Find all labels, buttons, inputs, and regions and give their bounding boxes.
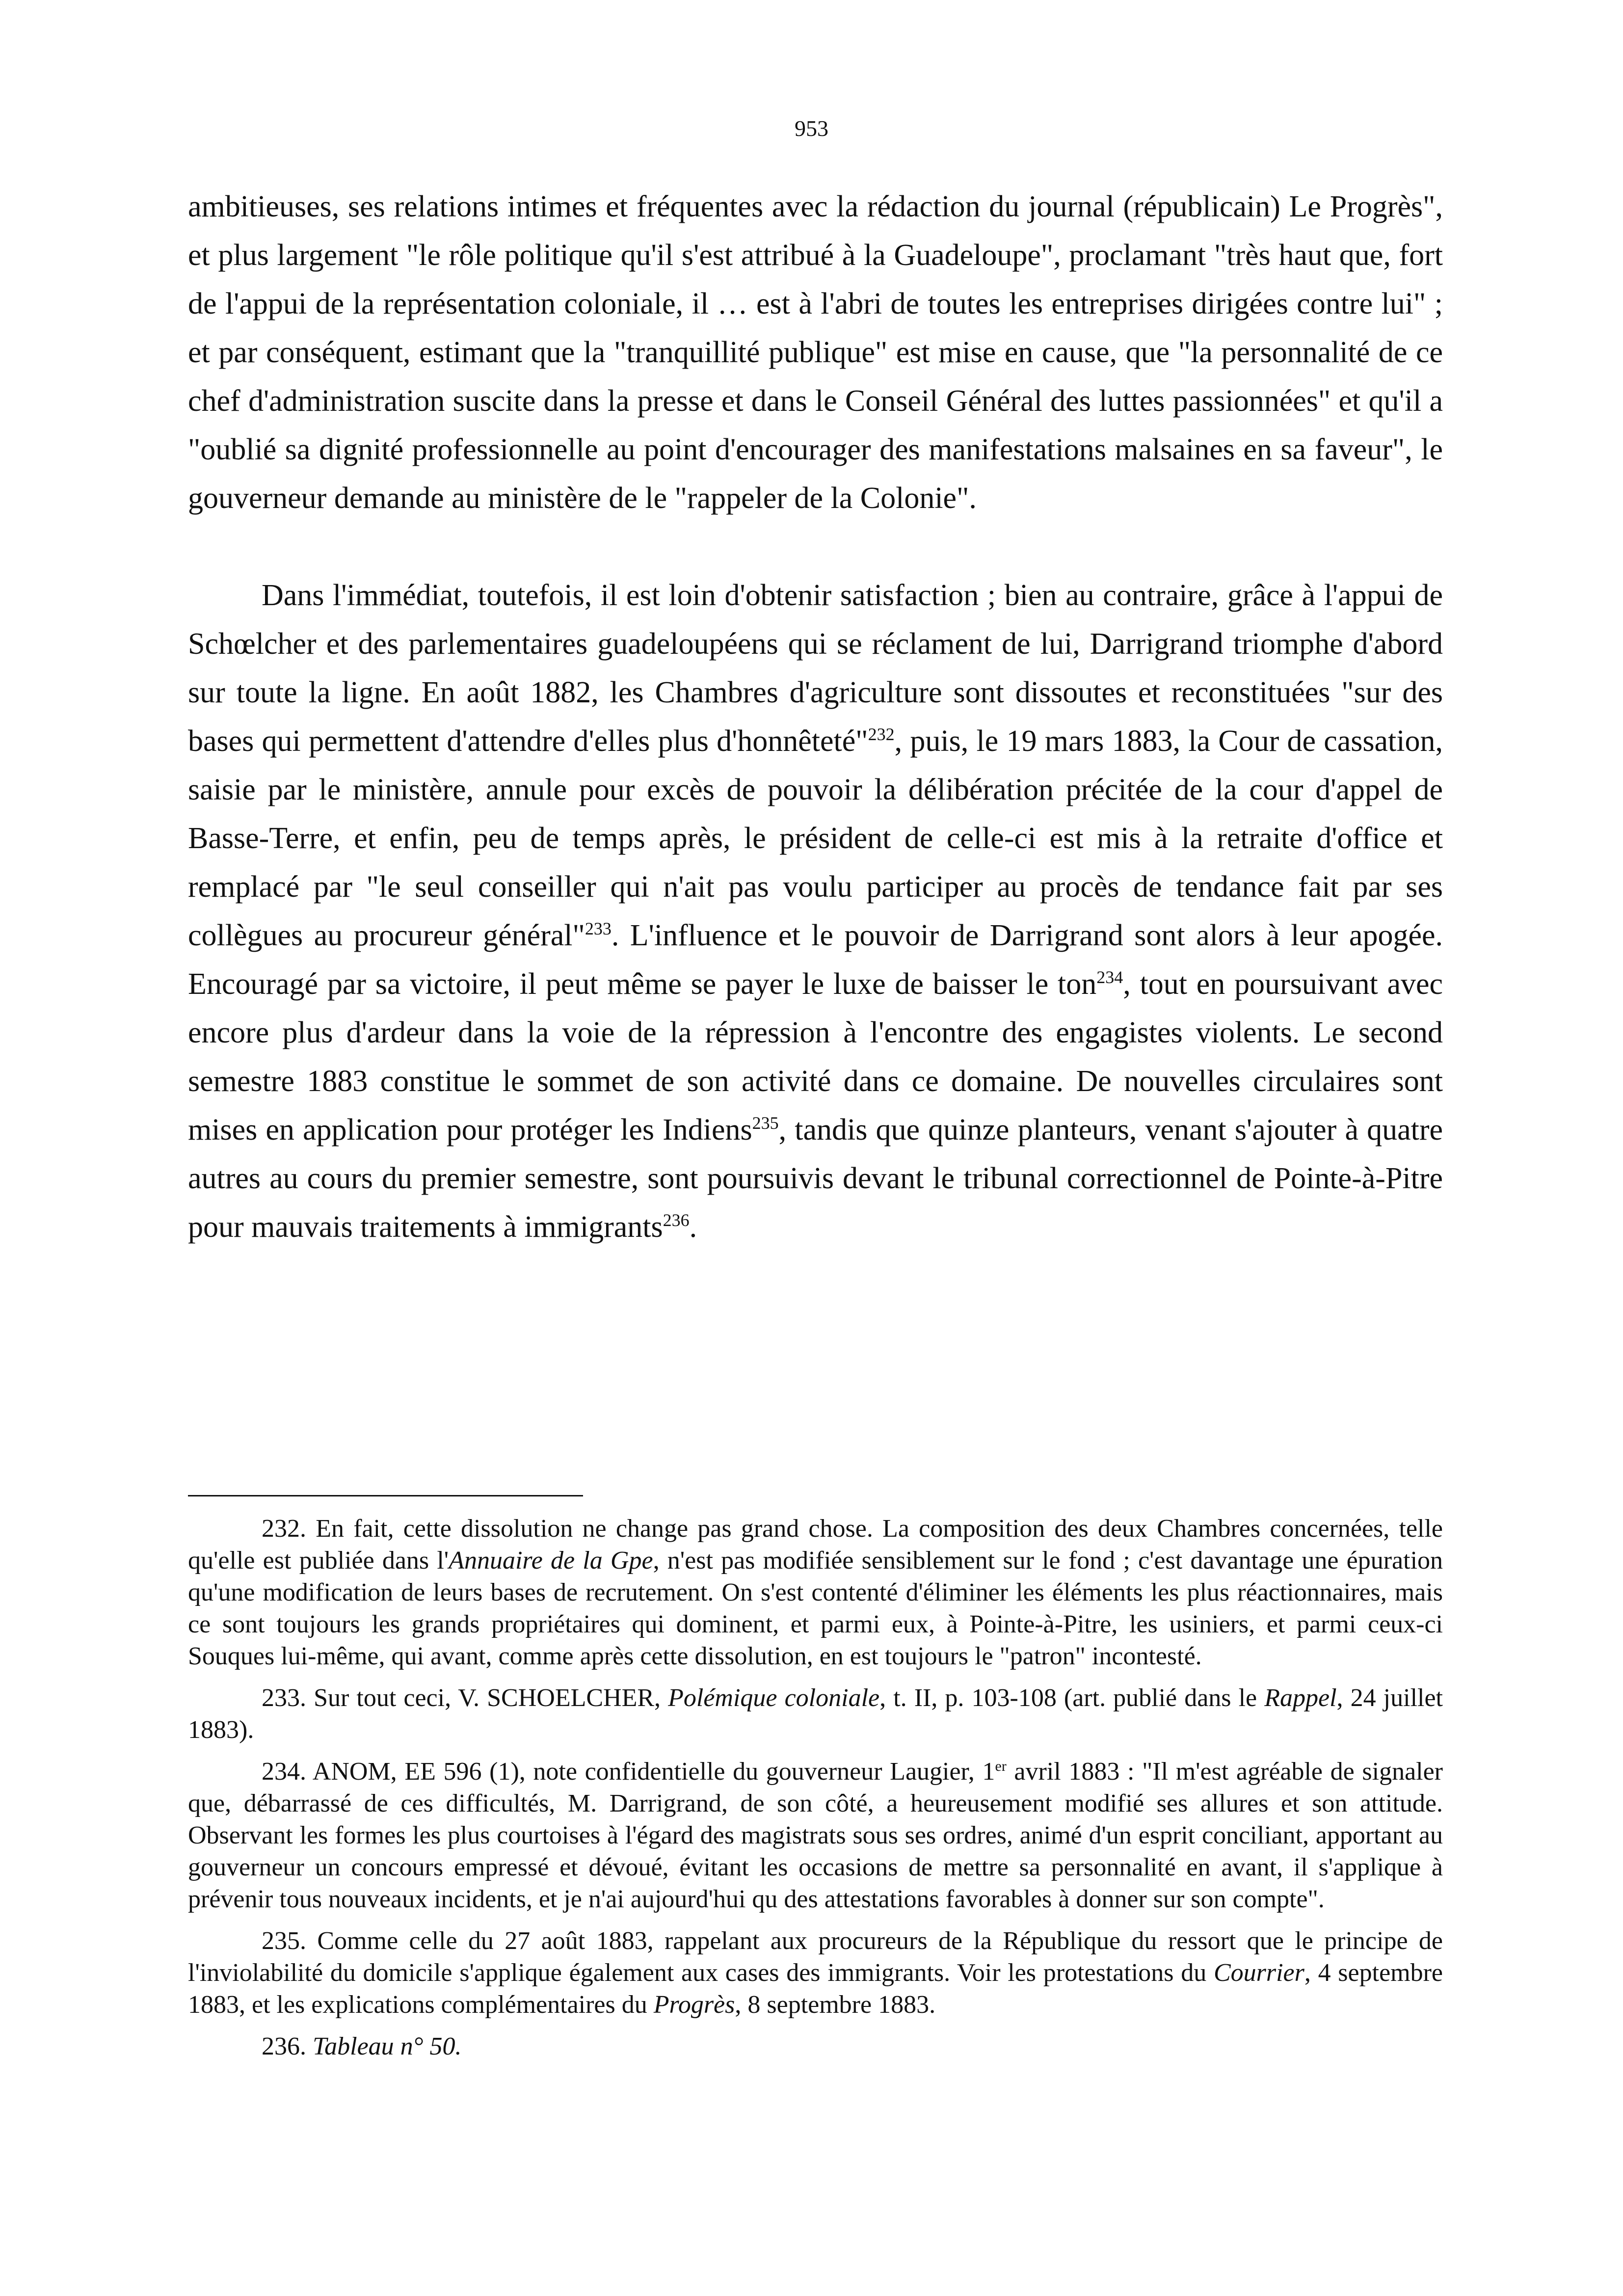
footnote-title: Tableau n° 50. [313, 2032, 462, 2060]
footnote-text: , 8 septembre 1883. [735, 1991, 936, 2019]
ordinal-suffix: er [995, 1758, 1007, 1774]
footnote-text: , 4 septembre 1883, et les explications complémentaires du [188, 1959, 1443, 2019]
paragraph-2-text: , tout en poursuivant avec encore plus d'ardeur dans la voie de la répression à l'encontre des engagistes violents. Le second semestre 1883 constitue le sommet de son activité dans ce domaine. De nouvelles circulaires sont mises en application pour protéger les Indiens [188, 967, 1443, 1147]
footnote-text: 236. [262, 2032, 313, 2060]
footnote-text: 235. Comme celle du 27 août 1883, rappelant aux procureurs de la République du ressort que le principe de l'inviolabilité du domicile s'applique également aux cases des immigrants. Voir les protestations du [188, 1927, 1443, 1987]
footnote-text: 232. En fait, cette dissolution ne change pas grand chose. La composition des deux Chambres concernées, telle qu'elle est publiée dans l' [188, 1515, 1443, 1575]
footnote-text: , n'est pas modifiée sensiblement sur le fond ; c'est davantage une épuration qu'une modification de leurs bases de recrutement. On s'est contenté d'éliminer les éléments les plus réactionnaires, mais ce sont toujours les grands propriétaires qui dominent, et parmi eux, à Pointe-à-Pitre, les usiniers, et parmi ceux-ci Souques lui-même, qui avant, comme après cette dissolution, en est toujours le "patron" incontesté. [188, 1547, 1443, 1670]
footnote-ref-234[interactable]: 234 [1096, 967, 1123, 987]
footnote-separator [188, 1495, 583, 1496]
footnotes [188, 1513, 1443, 2072]
paragraph-2-text: Dans l'immédiat, toutefois, il est loin d'obtenir satisfaction ; bien au contraire, grâce à l'appui de Schœlcher et des parlementaires guadeloupéens qui se réclament de lui, Darrigrand triomphe d'abord sur toute la ligne. En août 1882, les Chambres d'agriculture sont dissoutes et reconstituées "sur des bases qui permettent d'attendre d'elles plus d'honnêteté" [188, 579, 1443, 758]
paragraph-2-text: , puis, le 19 mars 1883, la Cour de cassation, saisie par le ministère, annule pour excès de pouvoir la délibération précitée de la cour d'appel de Basse-Terre, et enfin, peu de temps après, le président de celle-ci est mis à la retraite d'office et remplacé par "le seul conseiller qui n'ait pas voulu participer au procès de tendance fait par ses collègues au procureur général" [188, 724, 1443, 952]
main-text [188, 183, 1443, 1252]
paragraph-2-text: . L'influence et le pouvoir de Darrigrand sont alors à leur apogée. Encouragé par sa victoire, il peut même se payer le luxe de baisser le ton [188, 919, 1443, 1001]
footnote-234 [188, 1756, 1443, 1915]
paragraph-1: ambitieuses, ses relations intimes et fréquentes avec la rédaction du journal (républicain) Le Progrès", et plus largement "le rôle politique qu'il s'est attribué à la Guadeloupe", proclamant "très haut que, fort de l'appui de la représentation coloniale, il … est à l'abri de toutes les entreprises dirigées contre lui" ; et par conséquent, estimant que la "tranquillité publique" est mise en cause, que "la personnalité de ce chef d'administration suscite dans la presse et dans le Conseil Général des luttes passionnées" et qu'il a "oublié sa dignité professionnelle au point d'encourager des manifestations malsaines en sa faveur", le gouverneur demande au ministère de le "rappeler de la Colonie". [188, 190, 1443, 515]
footnote-ref-232[interactable]: 232 [868, 724, 895, 744]
footnote-text: 234. ANOM, EE 596 (1), note confidentielle du gouverneur Laugier, 1 [262, 1758, 995, 1786]
footnote-title: Rappel [1264, 1684, 1337, 1712]
paragraph-2 [188, 571, 1443, 1252]
footnote-text: 233. Sur tout ceci, V. SCHOELCHER, [262, 1684, 668, 1712]
footnote-title: Annuaire de la Gpe [449, 1547, 653, 1575]
footnote-ref-235[interactable]: 235 [752, 1113, 779, 1133]
footnote-title: Courrier [1213, 1959, 1304, 1987]
footnote-235 [188, 1925, 1443, 2021]
paragraph-2-text: , tandis que quinze planteurs, venant s'ajouter à quatre autres au cours du premier semestre, sont poursuivis devant le tribunal correctionnel de Pointe-à-Pitre pour mauvais traitements à immigrants [188, 1113, 1443, 1244]
footnote-232 [188, 1513, 1443, 1672]
footnote-236 [188, 2030, 1443, 2062]
footnote-title: Polémique coloniale [668, 1684, 880, 1712]
footnote-233 [188, 1682, 1443, 1746]
footnote-ref-233[interactable]: 233 [585, 919, 612, 938]
page-number: 953 [795, 116, 828, 141]
paragraph-2-text: . [689, 1210, 697, 1244]
footnote-text: avril 1883 : "Il m'est agréable de signaler que, débarrassé de ces difficultés, M. Darrigrand, de son côté, a heureusement modifié ses allures et son attitude. Observant les formes les plus courtoises à l'égard des magistrats sous ses ordres, animé d'un esprit conciliant, apportant au gouverneur un concours empressé et dévoué, évitant les occasions de mettre sa personnalité en avant, il s'applique à prévenir tous nouveaux incidents, et je n'ai aujourd'hui qu des attestations favorables à donner sur son compte". [188, 1758, 1443, 1913]
footnote-text: , 24 juillet 1883). [188, 1684, 1443, 1744]
footnote-text: , t. II, p. 103-108 (art. publié dans le [879, 1684, 1265, 1712]
footnote-ref-236[interactable]: 236 [663, 1210, 690, 1230]
footnote-title: Progrès [653, 1991, 735, 2019]
